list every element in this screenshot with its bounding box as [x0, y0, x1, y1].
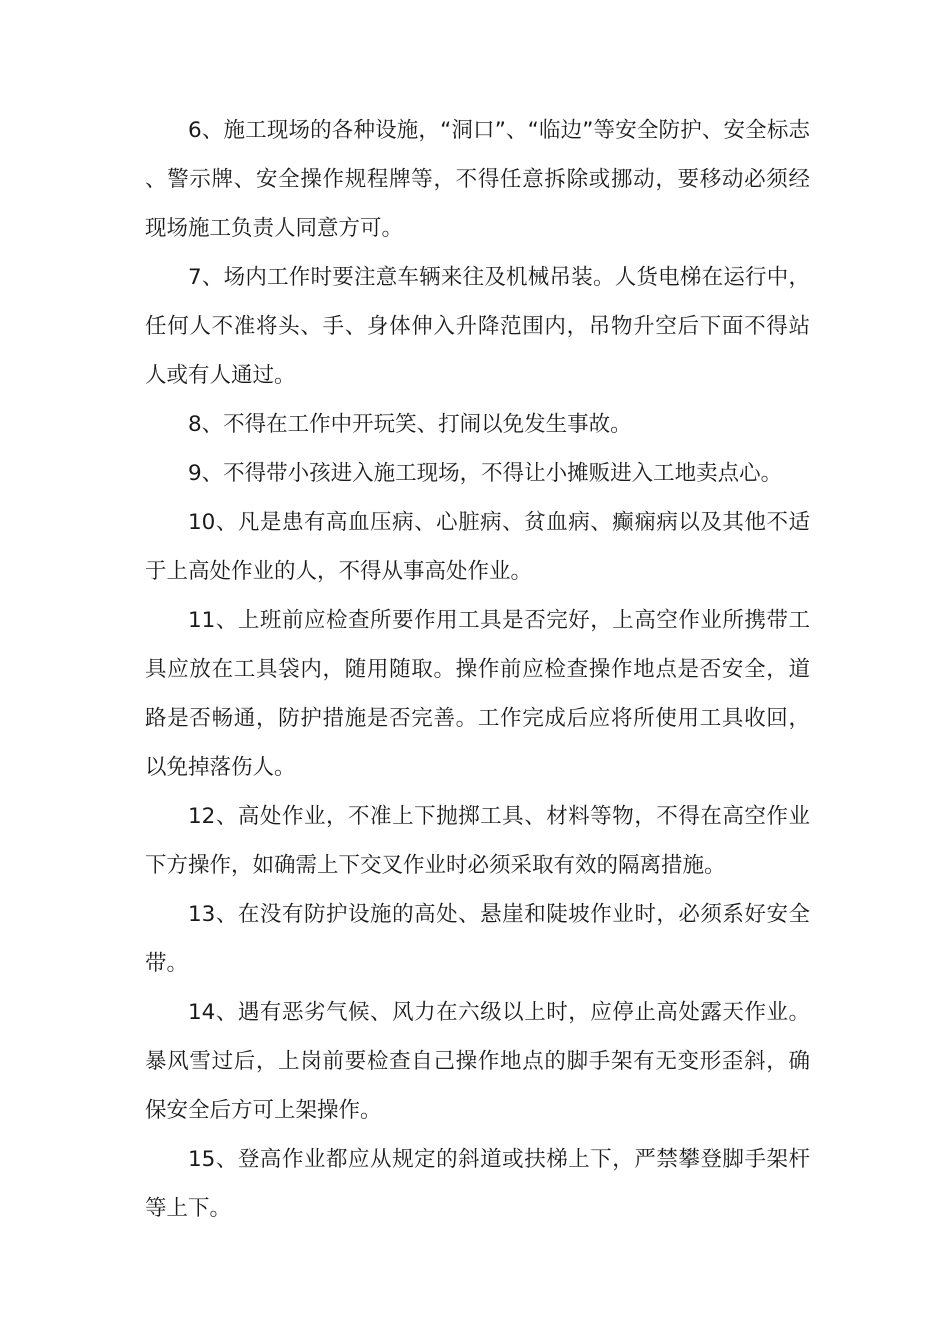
paragraph-11: 11、上班前应检查所要作用工具是否完好，上高空作业所携带工具应放在工具袋内，随用随取。操作前应检查操作地点是否安全，道路是否畅通，防护措施是否完善。工作完成后应将所使用工具收回，以免掉落伤人。: [145, 608, 810, 780]
paragraph-7: 7、场内工作时要注意车辆来往及机械吊装。人货电梯在运行中，任何人不准将头、手、身体伸入升降范围内，吊物升空后下面不得站人或有人通过。: [145, 265, 810, 388]
paragraph-6: 6、施工现场的各种设施，“洞口”、“临边”等安全防护、安全标志、警示牌、安全操作规程牌等，不得任意拆除或挪动，要移动必须经现场施工负责人同意方可。: [145, 118, 810, 241]
paragraph-14: 14、遇有恶劣气候、风力在六级以上时，应停止高处露天作业。暴风雪过后，上岗前要检查自己操作地点的脚手架有无变形歪斜，确保安全后方可上架操作。: [145, 1000, 810, 1123]
document-body: [145, 106, 810, 1233]
paragraph-15: 15、登高作业都应从规定的斜道或扶梯上下，严禁攀登脚手架杆等上下。: [145, 1147, 810, 1221]
paragraph-12: 12、高处作业，不准上下抛掷工具、材料等物，不得在高空作业下方操作，如确需上下交叉作业时必须采取有效的隔离措施。: [145, 804, 810, 878]
paragraph-13: 13、在没有防护设施的高处、悬崖和陡坡作业时，必须系好安全带。: [145, 902, 810, 976]
paragraph-8: 8、不得在工作中开玩笑、打闹以免发生事故。: [188, 412, 632, 437]
paragraph-10: 10、凡是患有高血压病、心脏病、贫血病、癫痫病以及其他不适于上高处作业的人，不得从事高处作业。: [145, 510, 810, 584]
paragraph-9: 9、不得带小孩进入施工现场，不得让小摊贩进入工地卖点心。: [188, 461, 783, 486]
